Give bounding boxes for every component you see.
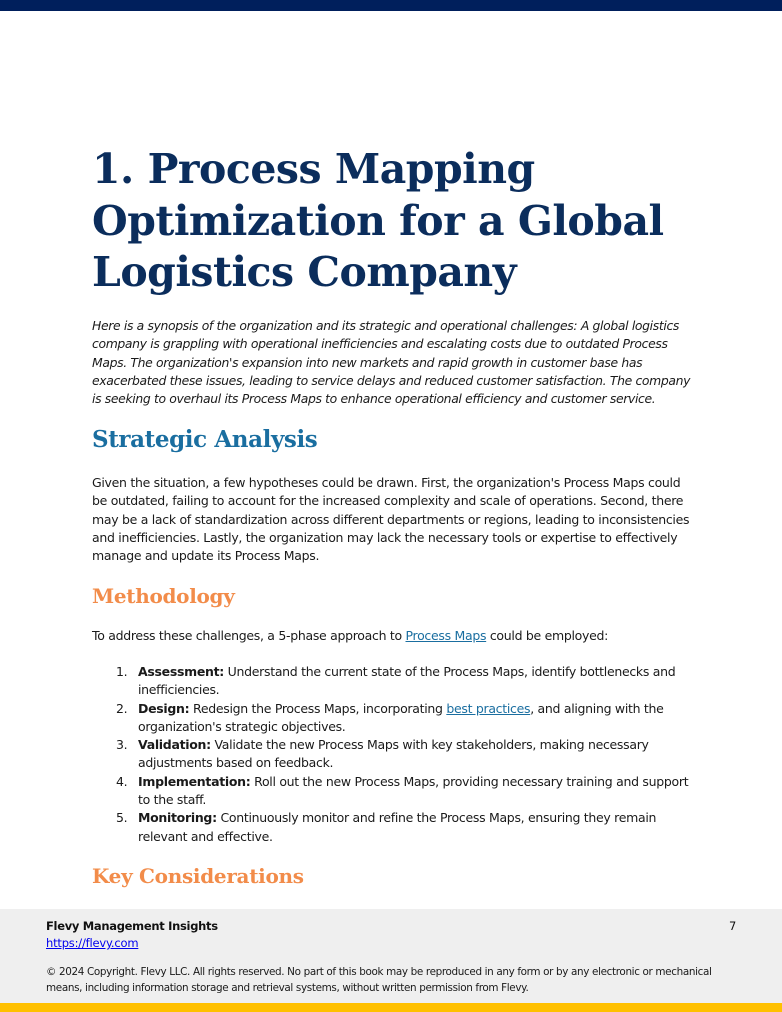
step-label: Implementation:	[138, 773, 251, 789]
step-text-before: Redesign the Process Maps, incorporating	[189, 700, 447, 716]
document-title: 1. Process Mapping Optimization for a Global Logistics Company	[92, 145, 664, 296]
step-label: Validation:	[138, 737, 211, 753]
step-number: 5.	[116, 810, 128, 826]
step-text: Continuously monitor and refine the Process Maps, ensuring they remain relevant and effective.	[138, 810, 657, 844]
methodology-steps	[92, 663, 692, 846]
synopsis: Here is a synopsis of the organization and its strategic and operational challenges: A global logistics company is grappling with operational inefficiencies and escalating costs due to outdated Process Maps. The organization's expansion into new markets and rapid growth in customer base has exacerbated these issues, leading to service delays and reduced customer satisfaction. The company is seeking to overhaul its Process Maps to enhance operational efficiency and customer service.	[92, 318, 691, 407]
methodology-intro	[92, 627, 692, 645]
list-item	[92, 736, 692, 773]
step-number: 4.	[116, 773, 128, 789]
step-label: Assessment:	[138, 664, 224, 679]
list-item	[92, 809, 692, 846]
process-maps-link[interactable]: Process Maps	[405, 628, 487, 643]
intro-text-before: To address these challenges, a 5-phase approach to	[92, 628, 406, 643]
list-item	[92, 700, 692, 737]
strategic-analysis-body: Given the situation, a few hypotheses could be drawn. First, the organization's Process Maps could be outdated, failing to account for the increased complexity and scale of operations. Second, there may be a lack of standardization across different departments or regions, leading to inconsistencies and inefficiencies. Lastly, the organization may lack the necessary tools or expertise to effectively manage and update its Process Maps.	[92, 475, 690, 564]
step-text: Understand the current state of the Process Maps, identify bottlenecks and inefficiencies.	[138, 664, 676, 698]
step-text: Roll out the new Process Maps, providing necessary training and support to the staff.	[138, 773, 689, 808]
intro-text-after: could be employed:	[486, 628, 609, 643]
step-text-after: , and aligning with the organization's strategic objectives.	[138, 700, 664, 734]
strategic-analysis-heading: Strategic Analysis	[92, 426, 318, 453]
page-number: 7	[729, 919, 737, 933]
top-accent-bar	[0, 0, 782, 11]
step-text: Validate the new Process Maps with key stakeholders, making necessary adjustments based on feedback.	[138, 737, 649, 771]
footer-url-link[interactable]: https://flevy.com	[46, 936, 139, 950]
key-considerations-heading: Key Considerations	[92, 864, 304, 888]
step-number: 2.	[116, 700, 128, 716]
step-label: Design:	[138, 700, 190, 716]
step-label: Monitoring:	[138, 810, 217, 826]
methodology-heading: Methodology	[92, 584, 235, 608]
footer-brand: Flevy Management Insights	[46, 919, 218, 933]
page-footer	[0, 909, 782, 1003]
copyright-notice: © 2024 Copyright. Flevy LLC. All rights reserved. No part of this book may be reproduced in any form or by any electronic or mechanical means, including information storage and retrieval systems, without written permission from Flevy.	[46, 966, 712, 994]
bottom-accent-bar	[0, 1003, 782, 1012]
best-practices-link[interactable]: best practices	[446, 700, 531, 716]
step-number: 1.	[116, 664, 128, 679]
step-number: 3.	[116, 737, 128, 753]
list-item	[92, 773, 692, 810]
list-item	[92, 663, 692, 700]
